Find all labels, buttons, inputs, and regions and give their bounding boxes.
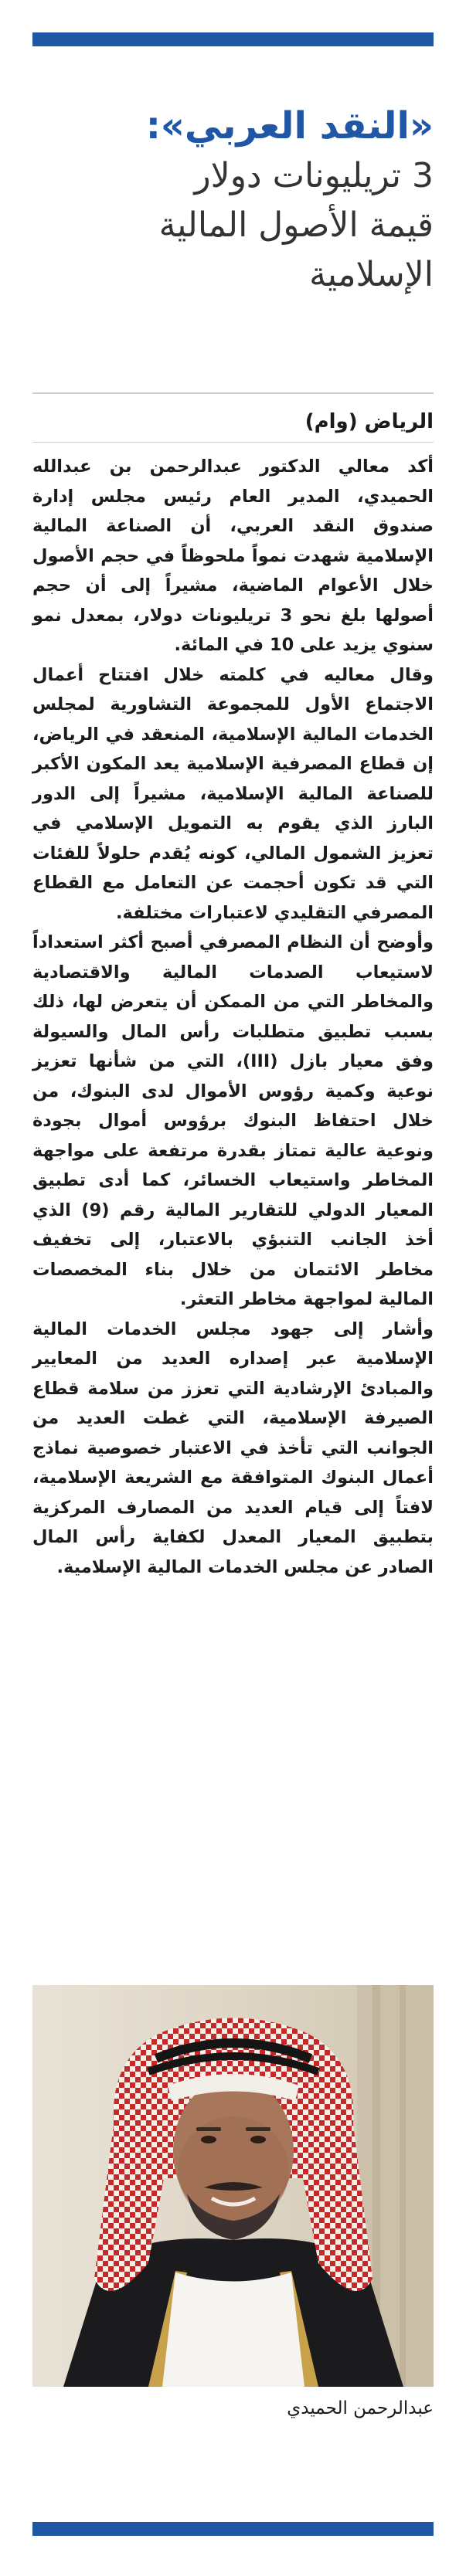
- article-body: [32, 452, 434, 1582]
- headline-title-line-2: قيمة الأصول المالية: [158, 205, 434, 245]
- portrait-photo: [32, 1985, 434, 2387]
- headline: [32, 100, 434, 300]
- portrait-illustration: [32, 1985, 434, 2387]
- headline-title-line-1: 3 تريليونات دولار: [194, 156, 434, 195]
- bottom-accent-bar: [32, 2522, 434, 2536]
- headline-title-line-3: الإسلامية: [309, 255, 434, 294]
- dateline-divider: [32, 442, 434, 443]
- article-paragraph-4: وأشار إلى جهود مجلس الخدمات المالية الإسلامية عبر إصداره العديد من المعايير والمبادئ الإرشادية التي تعزز من سلامة قطاع الصيرفة الإسلامية، التي غطت العديد من الجوانب التي تأخذ في الاعتبار خصوصية نماذج أعمال البنوك المتوافقة مع الشريعة الإسلامية، لافتاً إلى قيام العديد من المصارف المركزية بتطبيق المعيار المعدل لكفاية رأس المال الصادر عن مجلس الخدمات المالية الإسلامية.: [32, 1319, 434, 1577]
- headline-divider: [32, 392, 434, 394]
- dateline: الرياض (وام): [304, 410, 434, 433]
- top-accent-bar: [32, 32, 434, 46]
- photo-caption: عبدالرحمن الحميدي: [287, 2398, 434, 2418]
- article-paragraph-2: وقال معاليه في كلمته خلال افتتاح أعمال الاجتماع الأول للمجموعة التشاورية لمجلس الخدمات المالية الإسلامية، المنعقد في الرياض، إن قطاع المصرفية الإسلامية يعد المكون الأكبر للصناعة المالية الإسلامية، مشيراً إلى الدور البارز الذي يقوم به التمويل الإسلامي في تعزيز الشمول المالي، كونه يُقدم حلولاً للفئات التي قد تكون أحجمت عن التعامل مع القطاع المصرفي التقليدي لاعتبارات مختلفة.: [32, 664, 434, 923]
- headline-kicker: «النقد العربي»:: [145, 104, 434, 148]
- article-paragraph-3: وأوضح أن النظام المصرفي أصبح أكثر استعداداً لاستيعاب الصدمات المالية والاقتصادية والمخاطر التي من الممكن أن يتعرض لها، ذلك بسبب تطبيق متطلبات رأس المال والسيولة وفق معيار بازل (III)، التي من شأنها تعزيز نوعية وكمية رؤوس الأموال لدى البنوك، من خلال احتفاظ البنوك برؤوس أموال بجودة ونوعية عالية تمتاز بقدرة مرتفعة على مواجهة المخاطر واستيعاب الخسائر، كما أدى تطبيق المعيار الدولي للتقارير المالية رقم (9) الذي أخذ الجانب التنبؤي بالاعتبار، إلى تخفيف مخاطر الائتمان من خلال بناء المخصصات المالية لمواجهة مخاطر التعثر.: [32, 932, 434, 1309]
- article-paragraph-1: أكد معالي الدكتور عبدالرحمن بن عبدالله الحميدي، المدير العام رئيس مجلس إدارة صندوق النقد العربي، أن الصناعة المالية الإسلامية شهدت نمواً ملحوظاً في حجم الأصول خلال الأعوام الماضية، مشيراً إلى أن حجم أصولها بلغ نحو 3 تريليونات دولار، بمعدل نمو سنوي يزيد على 10 في المائة.: [32, 456, 434, 655]
